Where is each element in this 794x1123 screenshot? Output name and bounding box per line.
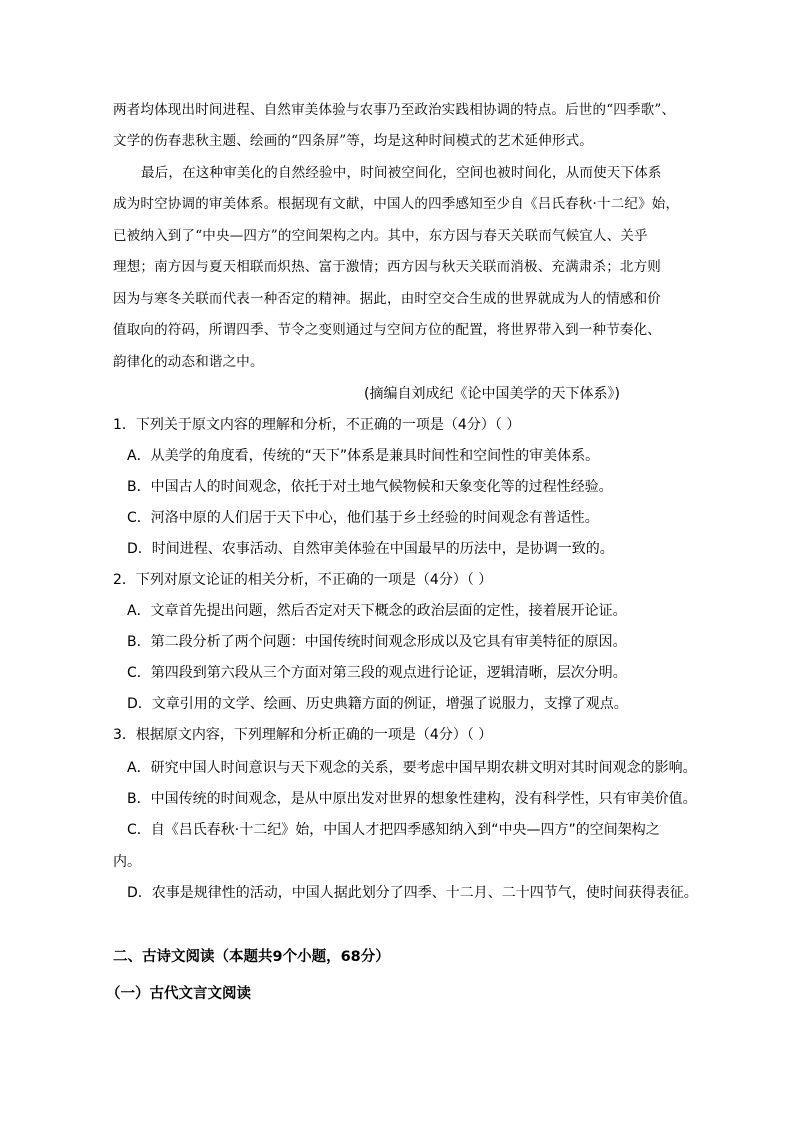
question-3-option-c: C．自《吕氏春秋·十二纪》始，中国人才把四季感知纳入到“中央—四方”的空间架构之 xyxy=(127,822,660,838)
question-2-option-d: D．文章引用的文学、绘画、历史典籍方面的例证，增强了说服力，支撑了观点。 xyxy=(127,696,628,712)
passage-source: (摘编自刘成纪《论中国美学的天下体系》) xyxy=(364,386,620,402)
question-1-option-a: A．从美学的角度看，传统的“天下”体系是兼具时间性和空间性的审美体系。 xyxy=(127,448,600,464)
passage-line: 值取向的符码，所谓四季、节令之变则通过与空间方位的配置，将世界带入到一种节奏化、 xyxy=(113,322,661,338)
question-3-option-b: B．中国传统的时间观念，是从中原出发对世界的想象性建构，没有科学性，只有审美价值。 xyxy=(127,791,697,807)
question-2-option-c: C．第四段到第六段从三个方面对第三段的观点进行论证，逻辑清晰，层次分明。 xyxy=(127,665,627,681)
question-1-option-d: D．时间进程、农事活动、自然审美体验在中国最早的历法中，是协调一致的。 xyxy=(127,541,614,557)
passage-line: 两者均体现出时间进程、自然审美体验与农事乃至政治实践相协调的特点。后世的“四季歌”、 xyxy=(113,102,676,118)
question-3-option-a: A．研究中国人时间意识与天下观念的关系，要考虑中国早期农耕文明对其时间观念的影响。 xyxy=(127,760,697,776)
passage-line: 理想；南方因与夏天相联而炽热、富于激情；西方因与秋天关联而消极、充满肃杀；北方则 xyxy=(113,259,661,275)
passage-line: 因为与寒冬关联而代表一种否定的精神。据此，由时空交合生成的世界就成为人的情感和价 xyxy=(113,291,661,307)
question-1-option-c: C．河洛中原的人们居于天下中心，他们基于乡土经验的时间观念有普适性。 xyxy=(127,510,599,526)
passage-line: 文学的伤春悲秋主题、绘画的“四条屏”等，均是这种时间模式的艺术延伸形式。 xyxy=(113,133,594,149)
passage-line: 已被纳入到了“中央—四方”的空间架构之内。其中，东方因与春天关联而气候宜人、关乎 xyxy=(113,228,648,244)
passage-line: 韵律化的动态和谐之中。 xyxy=(113,354,264,370)
question-3-option-c-continued: 内。 xyxy=(113,854,141,870)
question-3-stem: 3．根据原文内容，下列理解和分析正确的一项是（4分）（ ） xyxy=(113,727,493,743)
section-subtitle: （一）古代文言文阅读 xyxy=(106,986,251,1002)
passage-line: 最后，在这种审美化的自然经验中，时间被空间化，空间也被时间化，从而使天下体系 xyxy=(141,165,662,181)
passage-line: 成为时空协调的审美体系。根据现有文献，中国人的四季感知至少自《吕氏春秋·十二纪》始， xyxy=(113,196,680,212)
question-1-stem: 1．下列关于原文内容的理解和分析，不正确的一项是（4分）（ ） xyxy=(113,417,521,433)
question-2-option-b: B．第二段分析了两个问题：中国传统时间观念形成以及它具有审美特征的原因。 xyxy=(127,634,627,650)
question-2-option-a: A．文章首先提出问题，然后否定对天下概念的政治层面的定性，接着展开论证。 xyxy=(127,603,627,619)
question-1-option-b: B．中国古人的时间观念，依托于对土地气候物候和天象变化等的过程性经验。 xyxy=(127,479,613,495)
question-3-option-d: D．农事是规律性的活动，中国人据此划分了四季、十二月、二十四节气，使时间获得表征。 xyxy=(127,885,698,901)
question-2-stem: 2．下列对原文论证的相关分析，不正确的一项是（4分）（ ） xyxy=(113,572,493,588)
section-title: 二、古诗文阅读（本题共9个小题，68分） xyxy=(113,949,390,965)
